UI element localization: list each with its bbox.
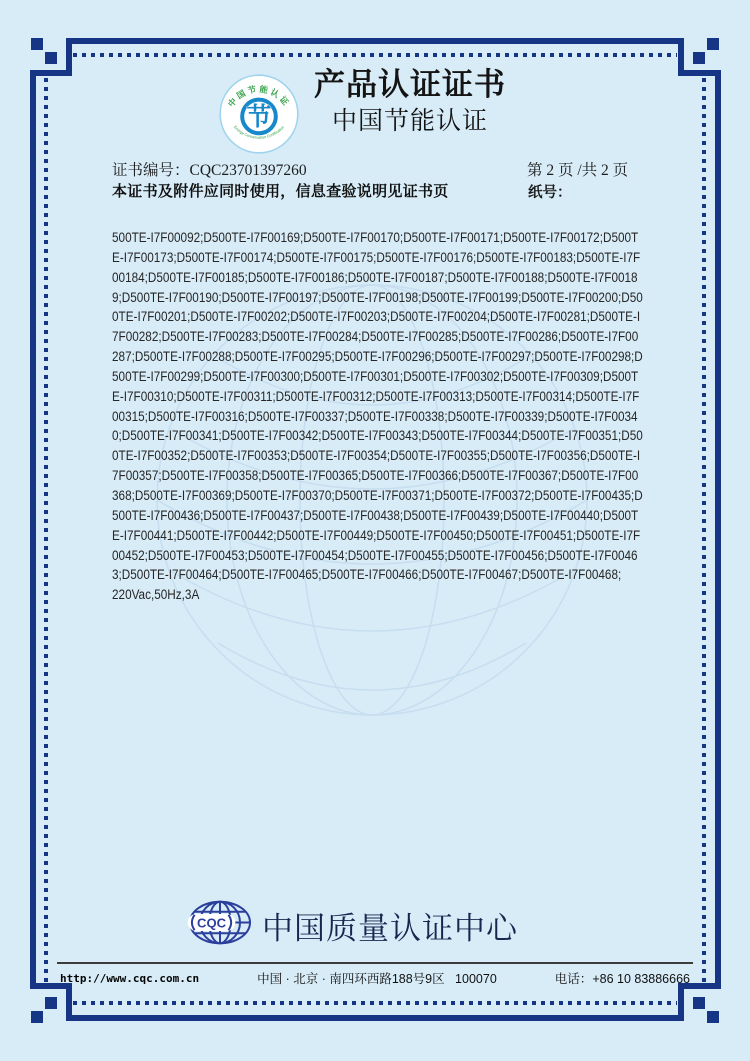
model-line: 500TE-I7F00436;D500TE-I7F00437;D500TE-I7F00438;D500TE-I7F00439;D500TE-I7F00440;D500T xyxy=(112,507,639,523)
paper-number-label: 纸号： xyxy=(528,185,572,201)
model-line: E-I7F00441;D500TE-I7F00442;D500TE-I7F00449;D500TE-I7F00450;D500TE-I7F00451;D500TE-I7F xyxy=(112,527,641,543)
model-line: E-I7F00173;D500TE-I7F00174;D500TE-I7F00175;D500TE-I7F00176;D500TE-I7F00183;D500TE-I7F xyxy=(112,249,641,265)
footer-bar xyxy=(60,969,690,987)
model-line: 00184;D500TE-I7F00185;D500TE-I7F00186;D500TE-I7F00187;D500TE-I7F00188;D500TE-I7F0018 xyxy=(112,269,638,285)
phone-text xyxy=(555,969,690,987)
model-line: E-I7F00310;D500TE-I7F00311;D500TE-I7F00312;D500TE-I7F00313;D500TE-I7F00314;D500TE-I7F xyxy=(112,388,640,404)
cqc-logo-icon xyxy=(180,894,260,951)
model-line: 7F00357;D500TE-I7F00358;D500TE-I7F00365;D500TE-I7F00366;D500TE-I7F00367;D500TE-I7F00 xyxy=(112,468,639,484)
phone-label: 电话： xyxy=(554,972,593,986)
logo-ring-text-top: 中国节能认证 xyxy=(225,83,293,109)
header-titles xyxy=(170,64,650,137)
certificate-number-value: CQC23701397260 xyxy=(189,162,307,179)
model-list xyxy=(112,228,653,605)
certificate-title: 产品认证证书 xyxy=(314,67,506,102)
page-indicator: 第 2 页 /共 2 页 xyxy=(527,162,629,179)
model-line: 500TE-I7F00092;D500TE-I7F00169;D500TE-I7F00170;D500TE-I7F00171;D500TE-I7F00172;D500T xyxy=(112,230,639,245)
model-line: 0;D500TE-I7F00341;D500TE-I7F00342;D500TE-I7F00343;D500TE-I7F00344;D500TE-I7F00351;D50 xyxy=(112,428,643,444)
model-line: 3;D500TE-I7F00464;D500TE-I7F00465;D500TE-I7F00466;D500TE-I7F00467;D500TE-I7F00468; xyxy=(112,567,622,583)
address-text: 中国 · 北京 · 南四环西路188号9区 100070 xyxy=(257,972,497,986)
model-line: 00315;D500TE-I7F00316;D500TE-I7F00337;D500TE-I7F00338;D500TE-I7F00339;D500TE-I7F0034 xyxy=(112,408,638,424)
phone-number: +86 10 83886666 xyxy=(592,972,690,986)
model-line: 9;D500TE-I7F00190;D500TE-I7F00197;D500TE-I7F00198;D500TE-I7F00199;D500TE-I7F00200;D50 xyxy=(112,289,643,305)
website-url: http://www.cqc.com.cn xyxy=(60,971,200,985)
model-line: 500TE-I7F00299;D500TE-I7F00300;D500TE-I7F00301;D500TE-I7F00302;D500TE-I7F00309;D500T xyxy=(112,368,639,384)
model-line: 00452;D500TE-I7F00453;D500TE-I7F00454;D500TE-I7F00455;D500TE-I7F00456;D500TE-I7F0046 xyxy=(112,547,638,563)
organization-name: 中国质量认证中心 xyxy=(262,911,518,946)
model-line: 220Vac,50Hz,3A xyxy=(112,587,200,603)
model-line: 7F00282;D500TE-I7F00283;D500TE-I7F00284;D500TE-I7F00285;D500TE-I7F00286;D500TE-I7F00 xyxy=(112,329,639,345)
cqc-logo-text: CQC xyxy=(197,915,227,931)
usage-note: 本证书及附件应同时使用，信息查验说明见证书页 xyxy=(112,183,449,200)
model-line: 287;D500TE-I7F00288;D500TE-I7F00295;D500TE-I7F00296;D500TE-I7F00297;D500TE-I7F00298;D xyxy=(112,349,643,365)
model-line: 0TE-I7F00201;D500TE-I7F00202;D500TE-I7F00203;D500TE-I7F00204;D500TE-I7F00281;D500TE-I xyxy=(112,309,641,325)
logo-emblem-glyph: 节 xyxy=(246,104,272,132)
certificate-subtitle: 中国节能认证 xyxy=(331,107,488,135)
model-line: 368;D500TE-I7F00369;D500TE-I7F00370;D500TE-I7F00371;D500TE-I7F00372;D500TE-I7F00435;D xyxy=(112,487,643,503)
model-line: 0TE-I7F00352;D500TE-I7F00353;D500TE-I7F00354;D500TE-I7F00355;D500TE-I7F00356;D500TE-I xyxy=(112,448,641,464)
footer-divider xyxy=(57,962,693,964)
certificate-number-row xyxy=(112,158,307,180)
logo-ring-text-bottom: Energy Conservation Certification xyxy=(232,125,286,140)
certificate-number-label: 证书编号： xyxy=(112,162,190,179)
